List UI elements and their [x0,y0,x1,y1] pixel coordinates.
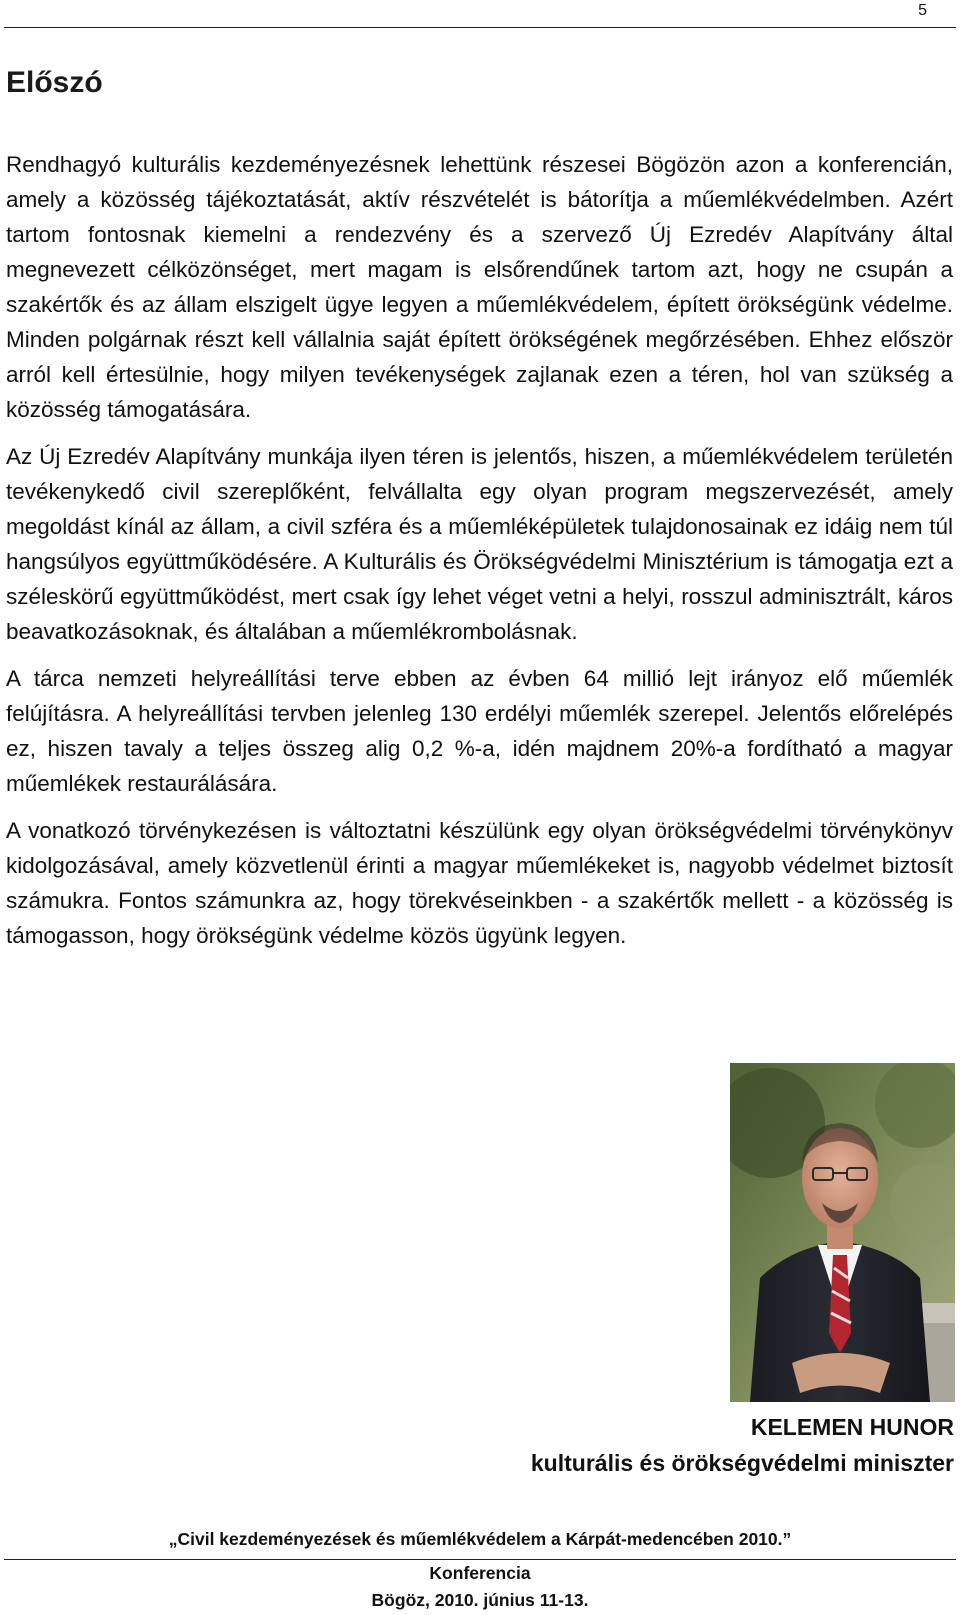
signature-name: KELEMEN HUNOR [750,1414,954,1440]
footer-conference-title: „Civil kezdeményezések és műemlékvédelem a Kárpát-medencében 2010.” [168,1529,792,1549]
signature-title: kulturális és örökségvédelmi miniszter [530,1450,954,1476]
paragraph-1: Rendhagyó kulturális kezdeményezésnek lehettünk részesei Bögözön azon a konferencián, amely a közösség tájékoztatását, aktív részvételét is bátorítja a műemlékvédelmben. Azért tartom fontosnak kiemelni a rendezvény és a szervező Új Ezredév Alapítvány által megnevezett célközönséget, mert magam is elsőrendűnek tartom azt, hogy ne csupán a szakértők és az állam elszigelt ügye legyen a műemlékvédelem, épített örökségünk védelme. Minden polgárnak részt kell vállalnia saját épített örökségének megőrzésében. Ehhez először arról kell értesülnie, hogy milyen tevékenységek zajlanak ezen a téren, hol van szükség a közösség támogatására. [6,152,953,422]
footer-event-type: Konferencia [429,1563,531,1583]
paragraph-4: A vonatkozó törvénykezésen is változtatni készülünk egy olyan örökségvédelmi törvénykönyv kidolgozásával, amely közvetlenül érinti a magyar műemlékeket is, nagyobb védelmet biztosít számukra. Fontos számunkra az, hogy törekvéseinkben - a szakértők mellett - a közösség is támogasson, hogy örökségünk védelme közös ügyünk legyen. [6,818,953,948]
footer-rule [4,1559,956,1560]
page-heading: Előszó [6,66,103,99]
page-number: 5 [918,2,927,19]
paragraph-2: Az Új Ezredév Alapítvány munkája ilyen téren is jelentős, hiszen, a műemlékvédelem területén tevékenykedő civil szereplőként, felvállalta egy olyan program megszervezését, amely megoldást kínál az állam, a civil szféra és a műemléképületek tulajdonosainak ez idáig nem túl hangsúlyos együttműködésére. A Kulturális és Örökségvédelmi Minisztérium is támogatja ezt a széleskörű együttműködést, mert csak így lehet véget vetni a helyi, rosszul adminisztrált, káros beavatkozásoknak, és általában a műemlékrombolásnak. [6,444,953,644]
footer-place-date: Bögöz, 2010. június 11-13. [371,1590,589,1610]
header-rule [4,27,956,28]
signature-block [531,1409,954,1481]
foreword-body [6,147,953,965]
paragraph-3: A tárca nemzeti helyreállítási terve ebben az évben 64 millió lejt irányoz elő műemlék felújításra. A helyreállítási tervben jelenleg 130 erdélyi műemlék szerepel. Jelentős előrelépés ez, hiszen tavaly a teljes összeg alig 0,2 %-a, idén majdnem 20%-a fordítható a magyar műemlékek restaurálására. [6,666,953,796]
author-portrait-photo [730,1063,955,1402]
